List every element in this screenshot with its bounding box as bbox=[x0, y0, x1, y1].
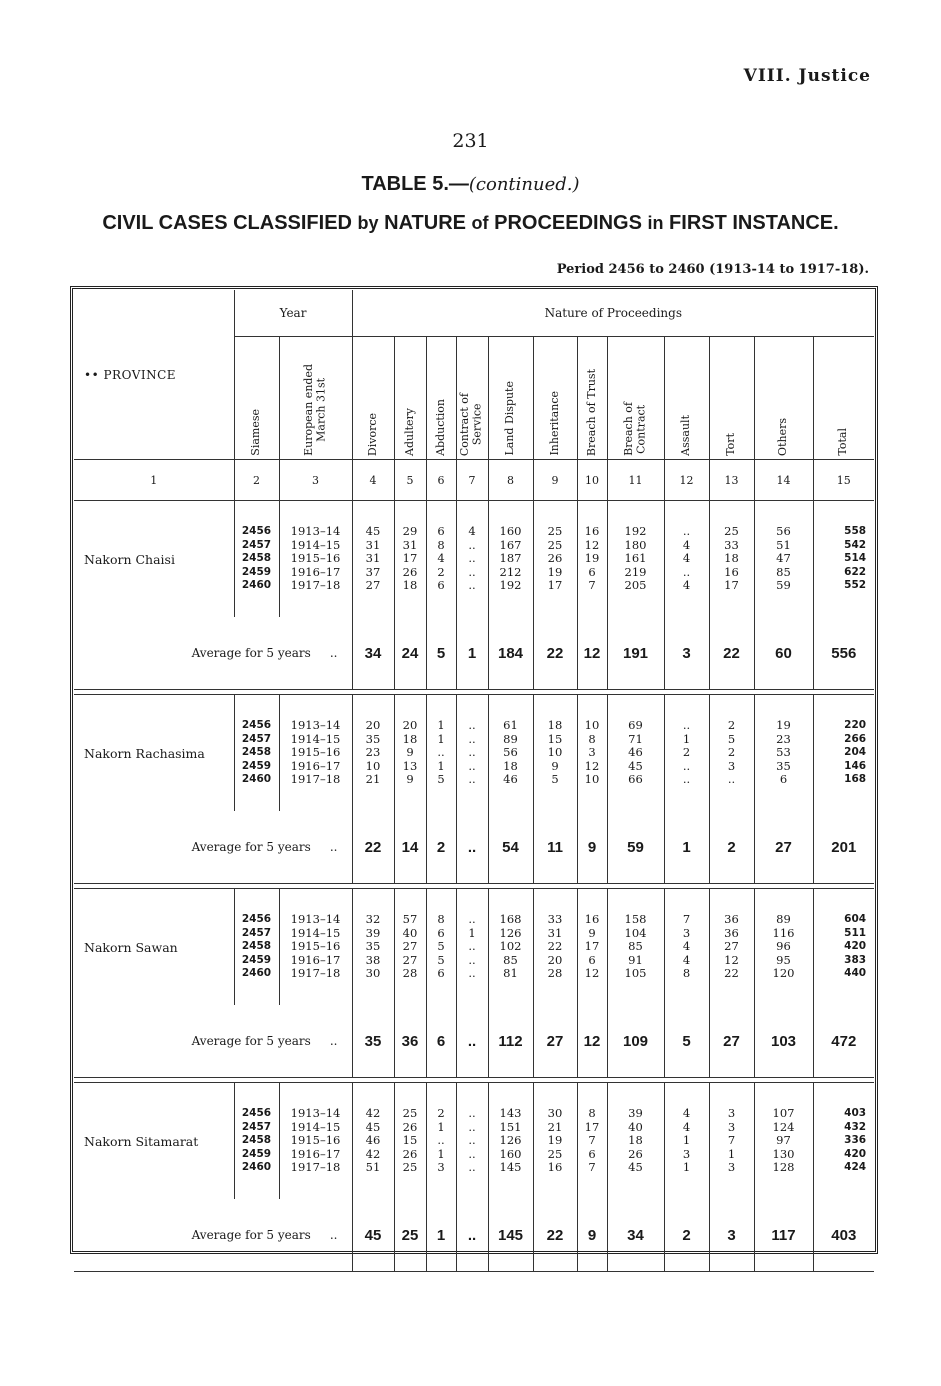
values-contract-service: .. 1 .. .. .. bbox=[468, 912, 476, 981]
values-tort: 36 36 27 12 22 bbox=[724, 912, 739, 981]
values-inheritance: 33 31 22 20 28 bbox=[547, 912, 563, 981]
average-value: 3 bbox=[664, 617, 709, 690]
col-number: 9 bbox=[533, 460, 577, 501]
average-value: 27 bbox=[533, 1005, 577, 1078]
heading-suffix: FIRST INSTANCE. bbox=[669, 212, 839, 234]
year-group-header: Year bbox=[234, 290, 352, 337]
average-value: 191 bbox=[607, 617, 664, 690]
province-header: •• PROVINCE bbox=[74, 290, 234, 460]
siamese-years: 2456 2457 2458 2459 2460 bbox=[241, 1107, 272, 1174]
values-others: 89 116 96 95 120 bbox=[772, 912, 795, 981]
col-number: 14 bbox=[754, 460, 813, 501]
col-siamese: Siamese bbox=[249, 409, 263, 456]
col-tort: Tort bbox=[724, 433, 738, 456]
values-total: 403 432 336 420 424 bbox=[844, 1107, 867, 1174]
bullet-icon: •• bbox=[84, 367, 104, 382]
values-contract-service: .. .. .. .. .. bbox=[468, 718, 476, 787]
heading-mid: NATURE bbox=[384, 212, 466, 234]
civil-cases-table bbox=[74, 290, 874, 1272]
period-note: Period 2456 to 2460 (1913-14 to 1917-18). bbox=[556, 262, 869, 277]
average-value: 60 bbox=[754, 617, 813, 690]
table-label: TABLE 5.— bbox=[361, 173, 469, 195]
average-value: 45 bbox=[352, 1199, 394, 1272]
average-row bbox=[74, 1199, 874, 1272]
siamese-years: 2456 2457 2458 2459 2460 bbox=[241, 719, 272, 786]
values-divorce: 32 39 35 38 30 bbox=[365, 912, 381, 981]
col-number: 13 bbox=[709, 460, 754, 501]
average-value: 184 bbox=[488, 617, 533, 690]
province-data-row bbox=[74, 695, 874, 812]
col-contract-service: Contract of Service bbox=[458, 392, 484, 456]
average-value: 34 bbox=[607, 1199, 664, 1272]
col-european: European ended March 31st bbox=[301, 364, 328, 456]
values-breach-trust: 8 17 7 6 7 bbox=[584, 1106, 600, 1175]
col-assault: Assault bbox=[679, 415, 693, 456]
average-value: 5 bbox=[664, 1005, 709, 1078]
values-inheritance: 30 21 19 25 16 bbox=[547, 1106, 563, 1175]
values-tort: 3 3 7 1 3 bbox=[727, 1106, 736, 1175]
province-name: Nakorn Chaisi bbox=[84, 551, 175, 567]
values-breach-trust: 10 8 3 12 10 bbox=[584, 718, 600, 787]
average-label: Average for 5 years .. bbox=[74, 1005, 352, 1078]
values-adultery: 29 31 17 26 18 bbox=[402, 524, 418, 593]
values-others: 107 124 97 130 128 bbox=[772, 1106, 795, 1175]
average-value: 22 bbox=[533, 617, 577, 690]
col-number: 11 bbox=[607, 460, 664, 501]
values-breach-contract: 192 180 161 219 205 bbox=[624, 524, 647, 593]
average-value: .. bbox=[456, 811, 488, 884]
average-value: 27 bbox=[754, 811, 813, 884]
average-value: .. bbox=[456, 1005, 488, 1078]
average-value: 2 bbox=[426, 811, 456, 884]
province-name: Nakorn Sawan bbox=[84, 939, 178, 955]
nature-group-header: Nature of Proceedings bbox=[352, 290, 874, 337]
values-contract-service: 4 .. .. .. .. bbox=[468, 524, 476, 593]
col-land-dispute: Land Dispute bbox=[503, 381, 517, 456]
col-divorce: Divorce bbox=[365, 412, 379, 456]
table-continued: (continued.) bbox=[468, 174, 580, 195]
average-label: Average for 5 years .. bbox=[74, 811, 352, 884]
average-value: 2 bbox=[709, 811, 754, 884]
values-assault: .. 1 2 .. .. bbox=[682, 718, 691, 787]
average-value: .. bbox=[456, 1199, 488, 1272]
col-number: 5 bbox=[394, 460, 426, 501]
average-label: Average for 5 years .. bbox=[74, 617, 352, 690]
european-years: 1913–14 1914–15 1915–16 1916–17 1917–18 bbox=[290, 1106, 341, 1175]
values-adultery: 20 18 9 13 9 bbox=[402, 718, 418, 787]
values-abduction: 8 6 5 5 6 bbox=[437, 912, 445, 981]
average-row bbox=[74, 811, 874, 884]
col-inheritance: Inheritance bbox=[547, 391, 561, 456]
average-value: 24 bbox=[394, 617, 426, 690]
values-total: 604 511 420 383 440 bbox=[844, 913, 867, 980]
values-adultery: 57 40 27 27 28 bbox=[402, 912, 418, 981]
average-value: 54 bbox=[488, 811, 533, 884]
average-value: 145 bbox=[488, 1199, 533, 1272]
values-inheritance: 18 15 10 9 5 bbox=[547, 718, 563, 787]
values-assault: .. 4 4 .. 4 bbox=[682, 524, 691, 593]
european-years: 1913–14 1914–15 1915–16 1916–17 1917–18 bbox=[290, 912, 341, 981]
siamese-years: 2456 2457 2458 2459 2460 bbox=[241, 525, 272, 592]
values-adultery: 25 26 15 26 25 bbox=[402, 1106, 418, 1175]
col-number: 15 bbox=[813, 460, 874, 501]
table-title bbox=[0, 173, 941, 196]
col-number: 10 bbox=[577, 460, 607, 501]
heading-of: of bbox=[471, 213, 489, 233]
col-number: 1 bbox=[74, 460, 234, 501]
col-number: 6 bbox=[426, 460, 456, 501]
values-others: 19 23 53 35 6 bbox=[776, 718, 791, 787]
col-breach-contract: Breach of Contract bbox=[621, 402, 648, 456]
values-breach-trust: 16 12 19 6 7 bbox=[584, 524, 600, 593]
values-divorce: 45 31 31 37 27 bbox=[365, 524, 381, 593]
values-land-dispute: 143 151 126 160 145 bbox=[499, 1106, 522, 1175]
average-value: 117 bbox=[754, 1199, 813, 1272]
average-value: 27 bbox=[709, 1005, 754, 1078]
table-body bbox=[74, 501, 874, 1272]
province-name: Nakorn Sitamarat bbox=[84, 1133, 199, 1149]
col-total: Total bbox=[836, 428, 850, 456]
col-number: 8 bbox=[488, 460, 533, 501]
values-breach-contract: 158 104 85 91 105 bbox=[624, 912, 647, 981]
average-value: 22 bbox=[709, 617, 754, 690]
values-total: 558 542 514 622 552 bbox=[844, 525, 867, 592]
values-abduction: 6 8 4 2 6 bbox=[437, 524, 445, 593]
average-value: 9 bbox=[577, 1199, 607, 1272]
average-value: 112 bbox=[488, 1005, 533, 1078]
average-value: 109 bbox=[607, 1005, 664, 1078]
average-value: 472 bbox=[813, 1005, 874, 1078]
values-contract-service: .. .. .. .. .. bbox=[468, 1106, 476, 1175]
heading-in: in bbox=[647, 213, 664, 233]
values-others: 56 51 47 85 59 bbox=[776, 524, 791, 593]
average-value: 11 bbox=[533, 811, 577, 884]
average-value: 1 bbox=[456, 617, 488, 690]
heading-by: by bbox=[357, 213, 379, 233]
values-breach-contract: 39 40 18 26 45 bbox=[628, 1106, 643, 1175]
average-value: 22 bbox=[533, 1199, 577, 1272]
average-value: 35 bbox=[352, 1005, 394, 1078]
values-land-dispute: 160 167 187 212 192 bbox=[499, 524, 522, 593]
average-value: 59 bbox=[607, 811, 664, 884]
european-years: 1913–14 1914–15 1915–16 1916–17 1917–18 bbox=[290, 524, 341, 593]
average-row bbox=[74, 1005, 874, 1078]
values-tort: 2 5 2 3 .. bbox=[727, 718, 736, 787]
section-tag: VIII. Justice bbox=[743, 66, 871, 86]
average-value: 2 bbox=[664, 1199, 709, 1272]
average-value: 201 bbox=[813, 811, 874, 884]
province-data-row bbox=[74, 501, 874, 618]
average-row bbox=[74, 617, 874, 690]
average-value: 14 bbox=[394, 811, 426, 884]
values-abduction: 2 1 .. 1 3 bbox=[437, 1106, 445, 1175]
average-value: 36 bbox=[394, 1005, 426, 1078]
values-assault: 7 3 4 4 8 bbox=[682, 912, 691, 981]
values-land-dispute: 61 89 56 18 46 bbox=[503, 718, 518, 787]
values-tort: 25 33 18 16 17 bbox=[724, 524, 739, 593]
col-breach-trust: Breach of Trust bbox=[584, 368, 598, 456]
average-value: 9 bbox=[577, 811, 607, 884]
col-number: 2 bbox=[234, 460, 279, 501]
values-land-dispute: 168 126 102 85 81 bbox=[499, 912, 522, 981]
average-value: 22 bbox=[352, 811, 394, 884]
average-value: 1 bbox=[664, 811, 709, 884]
values-assault: 4 4 1 3 1 bbox=[682, 1106, 691, 1175]
average-label: Average for 5 years .. bbox=[74, 1199, 352, 1272]
province-data-row bbox=[74, 889, 874, 1006]
col-number: 7 bbox=[456, 460, 488, 501]
values-breach-trust: 16 9 17 6 12 bbox=[584, 912, 600, 981]
col-number: 3 bbox=[279, 460, 352, 501]
average-value: 556 bbox=[813, 617, 874, 690]
values-divorce: 42 45 46 42 51 bbox=[365, 1106, 381, 1175]
average-value: 1 bbox=[426, 1199, 456, 1272]
average-value: 34 bbox=[352, 617, 394, 690]
heading-prefix: CIVIL CASES CLASSIFIED bbox=[102, 212, 352, 234]
table-heading bbox=[0, 212, 941, 235]
average-value: 12 bbox=[577, 617, 607, 690]
values-abduction: 1 1 .. 1 5 bbox=[437, 718, 445, 787]
col-adultery: Adultery bbox=[402, 408, 416, 456]
values-divorce: 20 35 23 10 21 bbox=[365, 718, 381, 787]
page-number: 231 bbox=[452, 130, 489, 152]
province-data-row bbox=[74, 1083, 874, 1200]
average-value: 12 bbox=[577, 1005, 607, 1078]
column-number-row bbox=[74, 460, 874, 501]
values-total: 220 266 204 146 168 bbox=[844, 719, 867, 786]
european-years: 1913–14 1914–15 1915–16 1916–17 1917–18 bbox=[290, 718, 341, 787]
province-name: Nakorn Rachasima bbox=[84, 745, 205, 761]
values-inheritance: 25 25 26 19 17 bbox=[547, 524, 563, 593]
col-others: Others bbox=[776, 418, 790, 456]
average-value: 5 bbox=[426, 617, 456, 690]
average-value: 103 bbox=[754, 1005, 813, 1078]
col-number: 12 bbox=[664, 460, 709, 501]
col-abduction: Abduction bbox=[433, 399, 447, 456]
average-value: 3 bbox=[709, 1199, 754, 1272]
siamese-years: 2456 2457 2458 2459 2460 bbox=[241, 913, 272, 980]
average-value: 25 bbox=[394, 1199, 426, 1272]
heading-mid2: PROCEEDINGS bbox=[494, 212, 642, 234]
values-breach-contract: 69 71 46 45 66 bbox=[628, 718, 643, 787]
col-number: 4 bbox=[352, 460, 394, 501]
average-value: 6 bbox=[426, 1005, 456, 1078]
average-value: 403 bbox=[813, 1199, 874, 1272]
